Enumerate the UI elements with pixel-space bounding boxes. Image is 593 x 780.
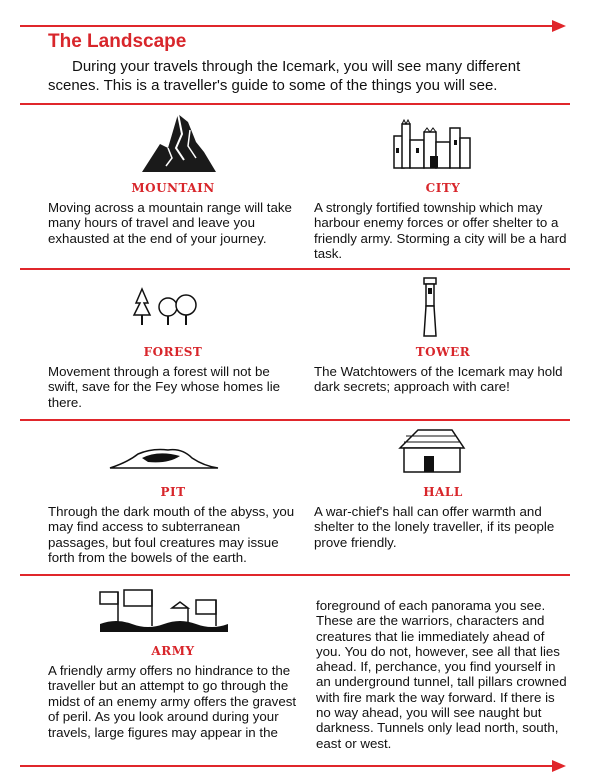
entry-pit	[48, 485, 298, 566]
section-divider	[20, 103, 570, 105]
entry-text: Movement through a forest will not be swift, save for the Fey whose homes lie there.	[48, 364, 281, 410]
pit-icon	[108, 444, 220, 472]
city-icon	[390, 118, 474, 170]
entry-heading: TOWER	[415, 345, 471, 359]
mountain-icon	[138, 108, 218, 174]
entry-heading: PIT	[160, 485, 186, 499]
entry-forest	[48, 345, 298, 410]
entry-heading: CITY	[425, 181, 461, 195]
tower-icon	[418, 276, 442, 338]
entry-heading: HALL	[423, 485, 463, 499]
entry-text: The Watchtowers of the Icemark may hold dark secrets; approach with care!	[314, 364, 563, 395]
entry-text: A friendly army offers no hindrance to the traveller but an attempt to go through the midst of an enemy army offers the gravest of peril. As you look around during your travels, large figures may appear in the	[48, 663, 297, 740]
entry-text: A strongly fortified township which may harbour enemy forces or offer shelter to a friendly army. Storming a city will be a hard task.	[314, 200, 567, 262]
intro-text: During your travels through the Icemark, you will see many different scenes. This is a traveller's guide to some of the things you will see.	[48, 58, 521, 94]
entry-heading: ARMY	[151, 644, 195, 658]
page-title: The Landscape	[48, 31, 187, 52]
bottom-arrow-icon	[552, 760, 566, 772]
hall-icon	[396, 426, 466, 474]
top-rule	[20, 25, 552, 27]
entry-text: Moving across a mountain range will take many hours of travel and leave you exhausted at the end of your journey.	[48, 200, 292, 246]
section-divider	[20, 419, 570, 421]
entry-text: A war-chief's hall can offer warmth and shelter to the lonely traveller, if its people prove friendly.	[314, 504, 555, 550]
entry-heading: FOREST	[143, 345, 203, 359]
section-divider	[20, 574, 570, 576]
section-divider	[20, 268, 570, 270]
entry-text: Through the dark mouth of the abyss, you may find access to subterranean passages, but foul creatures may issue forth from the bowels of the earth.	[48, 504, 295, 566]
entry-hall	[314, 485, 572, 550]
entry-mountain	[48, 181, 298, 246]
entry-city	[314, 181, 572, 262]
top-arrow-icon	[552, 20, 566, 32]
entry-tower	[314, 345, 572, 395]
entry-army	[48, 644, 298, 740]
continuation-text: foreground of each panorama you see. These are the warriors, characters and creatures that lie immediately ahead of you. You do not, however, see all that lies ahead. If, perchance, you find yourself in an underground tunnel, tall pillars crowned with fire mark the way forward. If there is no way ahead, you will see naught but darkness. Tunnels only lead north, south, east or west.	[316, 598, 567, 751]
forest-icon	[132, 287, 200, 327]
bottom-rule	[20, 765, 552, 767]
army-icon	[96, 588, 236, 636]
entry-heading: MOUNTAIN	[131, 181, 215, 195]
